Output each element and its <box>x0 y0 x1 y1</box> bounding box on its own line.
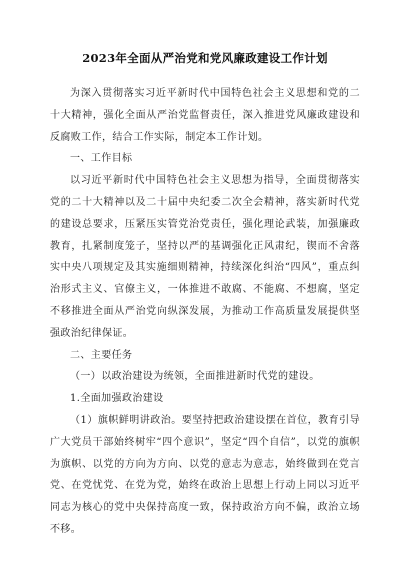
item-paragraph-politics: （1）旗帜鲜明讲政治。要坚持把政治建设摆在首位，教育引导广大党员干部始终树牢“四个意识”，坚定“四个自信”，以党的旗帜为旗帜、以党的方向为方向、以党的意志为意志，始终做到在党言党、在党忧党、在党为党，始终在政治上思想上行动上同以习近平同志为核心的党中央保持高度一致，保持政治方向不偏，政治立场不移。 <box>50 414 360 535</box>
goals-paragraph: 以习近平新时代中国特色社会主义思想为指导，全面贯彻落实党的二十大精神以及二十届中央纪委二次全会精神，落实新时代党的建设总要求，压紧压实管党治党责任，强化理论武装，加强廉政教育，扎紧制度笼子，坚持以严的基调强化正风肃纪，锲而不舍落实中央八项规定及其实施细则精神，持续深化纠治“四风”，重点纠治形式主义、官僚主义，一体推进不敢腐、不能腐、不想腐，坚定不移推进全面从严治党向纵深发展，为推动工作高质量发展提供坚强政治纪律保证。 <box>50 175 360 339</box>
section-heading-tasks: 二、主要任务 <box>70 349 133 361</box>
subsection-heading-political: （一）以政治建设为统领，全面推进新时代党的建设。 <box>70 371 320 383</box>
section-heading-goals: 一、工作目标 <box>70 153 133 165</box>
document-title: 2023年全面从严治党和党风廉政建设工作计划 <box>82 51 328 65</box>
intro-paragraph: 为深入贯彻落实习近平新时代中国特色社会主义思想和党的二十大精神，强化全面从严治党监督责任，深入推进党风廉政建设和反腐败工作，结合工作实际，制定本工作计划。 <box>50 88 360 143</box>
item-heading-political-building: 1.全面加强政治建设 <box>70 393 164 405</box>
